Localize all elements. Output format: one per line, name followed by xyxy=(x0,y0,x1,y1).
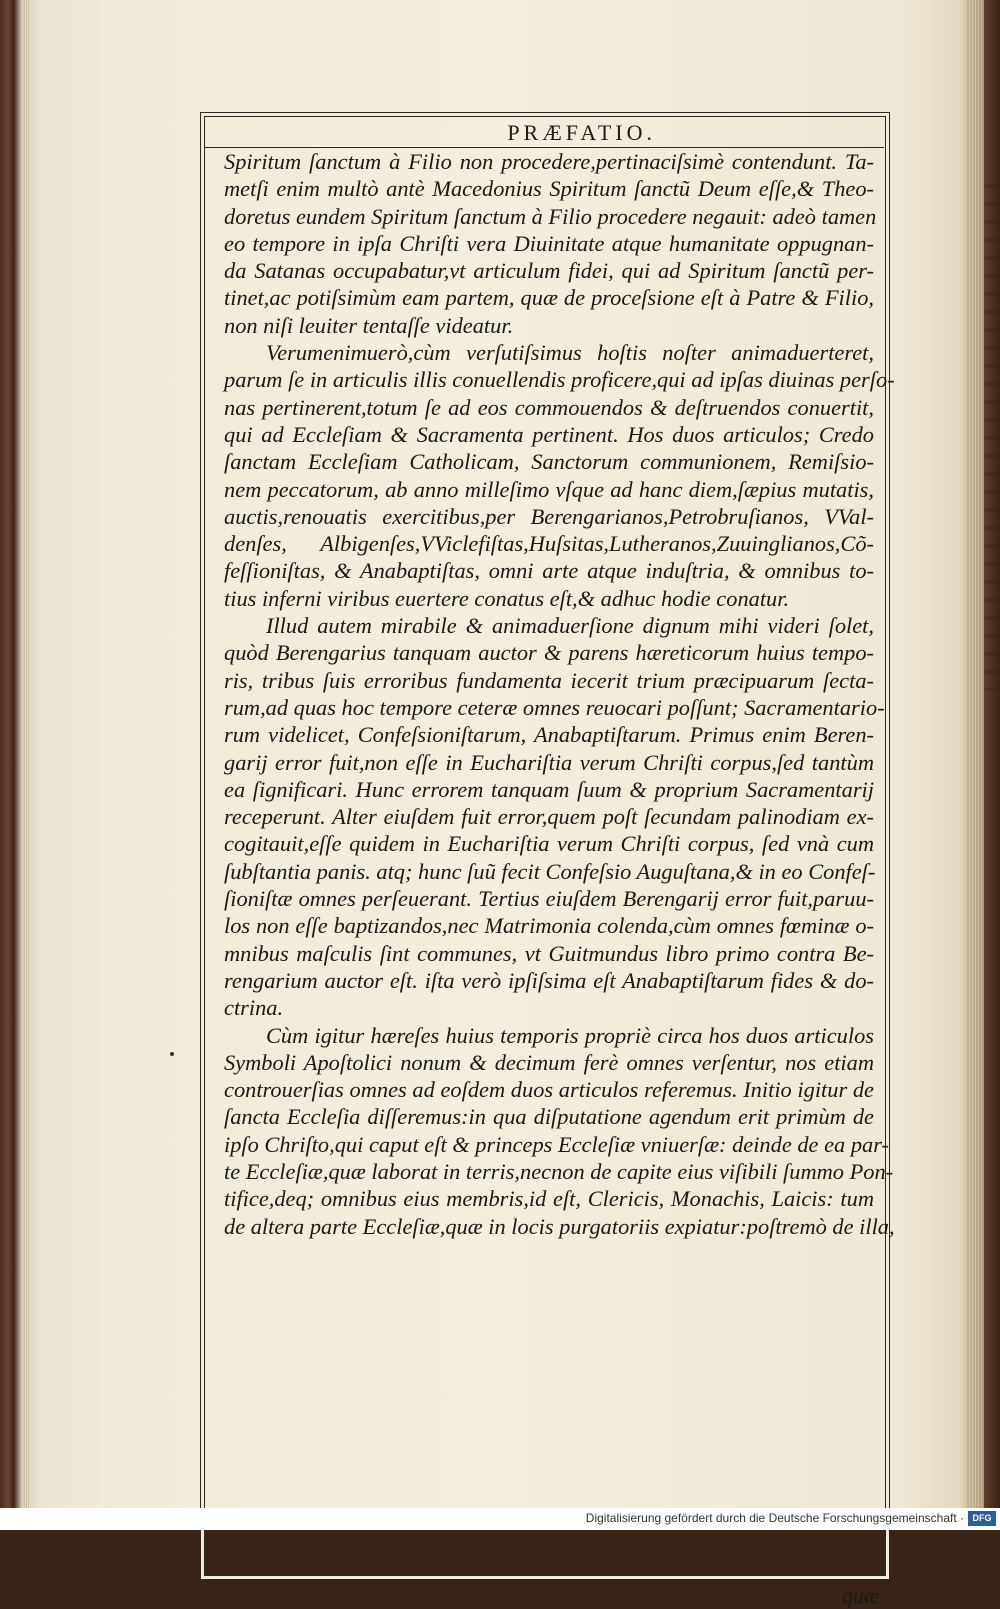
facing-page-sliver xyxy=(984,170,998,690)
text-line: ſioniſtæ omnes perſeuerant. Tertius eiuſdem Berengarij error fuit,paruu- xyxy=(224,886,874,912)
text-line: Spiritum ſanctum à Filio non procedere,pertinaciſsimè contendunt. Ta- xyxy=(224,149,874,174)
text-line: non niſi leuiter tentaſſe videatur. xyxy=(224,312,514,338)
text-line: Illud autem mirabile & animaduerſione dignum mihi videri ſolet, xyxy=(266,613,874,639)
dfg-logo: DFG xyxy=(968,1511,996,1526)
text-line: quòd Berengarius tanquam auctor & parens hæreticorum huius tempo- xyxy=(224,640,874,666)
text-line: da Satanas occupabatur,vt articulum fidei, qui ad Spiritum ſanctũ per- xyxy=(224,258,874,284)
text-line: controuerſias omnes ad eoſdem duos articulos referemus. Initio igitur de xyxy=(224,1077,874,1103)
text-line: ſubſtantia panis. atq; hunc ſuũ fecit Confeſsio Auguſtana,& in eo Confeſ- xyxy=(224,858,876,884)
left-page-edge xyxy=(24,0,30,1508)
text-line: ris, tribus ſuis erroribus fundamenta iecerit trium præcipuarum ſecta- xyxy=(224,667,874,693)
right-page-edge xyxy=(966,0,984,1508)
text-line: garij error fuit,non eſſe in Euchariſtia verum Chriſti corpus,ſed tantùm xyxy=(224,749,874,775)
text-line: tifice,deq; omnibus eius membris,id eſt, Clericis, Monachis, Laicis: tum xyxy=(224,1186,874,1212)
text-line: nem peccatorum, ab anno milleſimo vſque ad hanc diem,ſæpius mutatis, xyxy=(224,476,874,502)
text-line: ipſo Chriſto,qui caput eſt & princeps Eccleſiæ vniuerſæ: deinde de ea par- xyxy=(224,1131,889,1157)
text-line: nas pertinerent,totum ſe ad eos commouendos & deſtruendos conuertit, xyxy=(224,394,874,420)
paragraph xyxy=(224,1022,895,1240)
text-line: cogitauit,eſſe quidem in Euchariſtia verum Chriſti corpus, ſed vnà cum xyxy=(224,831,874,857)
text-line: Verumenimuerò,cùm verſutiſsimus hoſtis noſter animaduerteret, xyxy=(266,340,874,366)
text-line: denſes, Albigenſes,VViclefiſtas,Huſsitas,Lutheranos,Zuuinglianos,Cõ- xyxy=(224,531,874,557)
text-line: Cùm igitur hæreſes huius temporis propriè circa hos duos articulos xyxy=(266,1022,874,1048)
text-line: doretus eundem Spiritum ſanctum à Filio procedere negauit: adeò tamen xyxy=(224,203,877,229)
text-line: ſancta Eccleſia diſſeremus:in qua diſputatione agendum erit primùm de xyxy=(224,1104,874,1130)
text-line: rengarium auctor eſt. iſta verò ipſiſsima eſt Anabaptiſtarum fides & do- xyxy=(224,967,874,993)
ink-dot xyxy=(170,1052,174,1056)
text-line: rum videlicet, Confeſsioniſtarum, Anabaptiſtarum. Primus enim Beren- xyxy=(224,722,874,748)
text-line: ctrina. xyxy=(224,995,284,1021)
text-line: Symboli Apoſtolici nonum & decimum ferè omnes verſentur, nos etiam xyxy=(224,1049,874,1075)
text-line: tius inferni viribus euertere conatus eſt,& adhuc hodie conatur. xyxy=(224,585,790,611)
text-line: auctis,renouatis exercitibus,per Berengarianos,Petrobruſianos, VVal- xyxy=(224,503,874,529)
text-line: rum,ad quas hoc tempore ceteræ omnes reuocari poſſunt; Sacramentario- xyxy=(224,694,885,720)
text-line: qui ad Eccleſiam & Sacramenta pertinent. Hos duos articulos; Credo xyxy=(224,421,874,447)
paragraph xyxy=(224,148,877,339)
text-line: parum ſe in articulis illis conuellendis proficere,qui ad ipſas diuinas perſo- xyxy=(224,367,895,393)
body-text xyxy=(224,148,895,1240)
paragraph xyxy=(224,339,895,612)
text-line: de altera parte Eccleſiæ,quæ in locis purgatoriis expiatur:poſtremò de illa, xyxy=(224,1213,895,1239)
text-line: los non eſſe baptizandos,nec Matrimonia colenda,cùm omnes fœminæ o- xyxy=(224,913,874,939)
text-line: ſanctam Eccleſiam Catholicam, Sanctorum communionem, Remiſsio- xyxy=(224,449,874,475)
text-line: ea ſignificari. Hunc errorem tanquam ſuum & proprium Sacramentarij xyxy=(224,776,874,802)
running-head: PRÆFATIO. xyxy=(507,120,656,145)
footer-credit: Digitalisierung gefördert durch die Deutsche Forschungsgemeinschaft · xyxy=(585,1511,964,1525)
text-line: feſſioniſtas, & Anabaptiſtas, omni arte atque induſtria, & omnibus to- xyxy=(224,558,874,584)
text-line: mnibus maſculis ſint communes, vt Guitmundus libro primo contra Be- xyxy=(224,940,874,966)
text-line: eo tempore in ipſa Chriſti vera Diuinitate atque humanitate oppugnan- xyxy=(224,230,874,256)
text-line: metſi enim multò antè Macedonius Spiritum ſanctũ Deum eſſe,& Theo- xyxy=(224,176,874,202)
text-line: tinet,ac potiſsimùm eam partem, quæ de proceſsione eſt à Patre & Filio, xyxy=(224,285,874,311)
paragraph xyxy=(224,612,885,1021)
text-line: te Eccleſiæ,quæ laborat in terris,necnon de capite eius viſibili ſummo Pon- xyxy=(224,1158,894,1184)
catchword: quæ xyxy=(842,1583,879,1608)
text-line: receperunt. Alter eiuſdem fuit error,quem poſt ſecundam palinodiam ex- xyxy=(224,804,874,830)
